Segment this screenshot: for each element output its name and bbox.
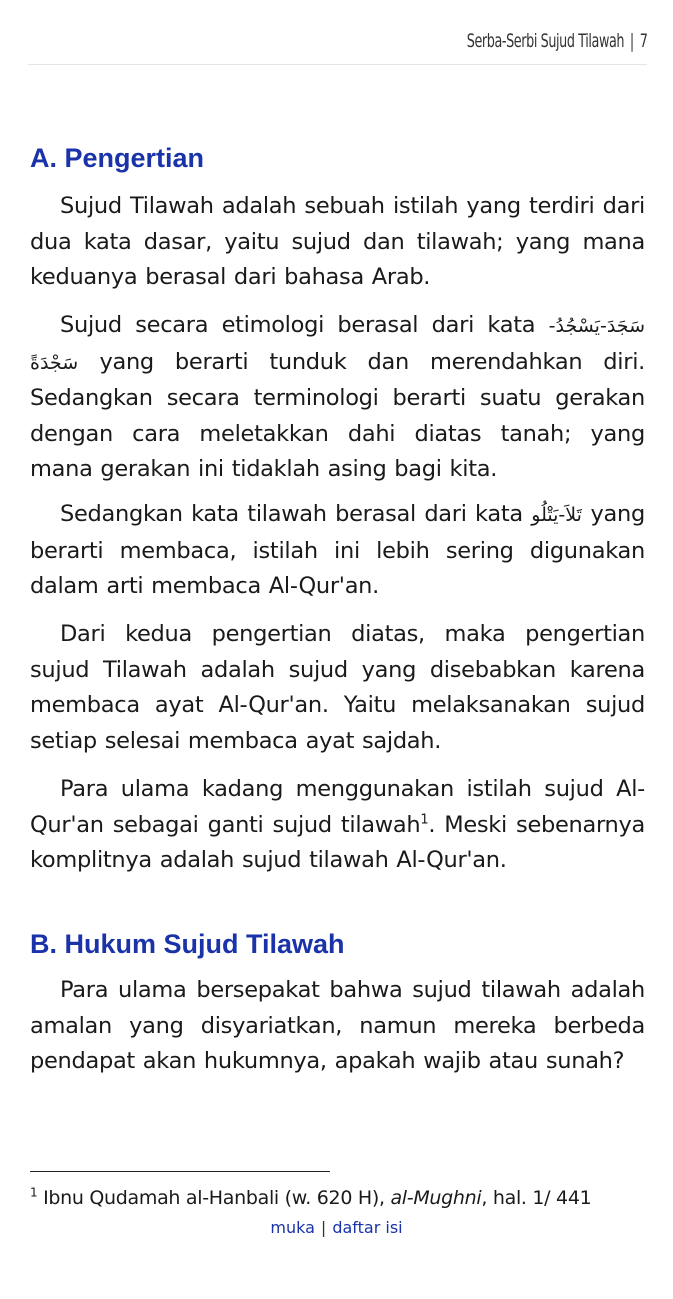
page-number: 7 bbox=[639, 30, 647, 52]
table-of-contents-link[interactable]: daftar isi bbox=[332, 1218, 403, 1237]
section-b-paragraph-1: Para ulama bersepakat bahwa sujud tilawah adalah amalan yang disyariatkan, namun mereka berbeda pendapat akan hukumnya, apakah wajib atau sunah? bbox=[30, 977, 645, 1075]
footnote-divider bbox=[30, 1171, 330, 1172]
arabic-term-tala: تَلاَ-يَتْلُو bbox=[531, 504, 582, 526]
section-a-paragraph-4: Dari kedua pengertian diatas, maka pengertian sujud Tilawah adalah sujud yang disebabkan karena membaca ayat Al-Qur'an. Yaitu melaksanakan sujud setiap selesai membaca ayat sajdah. bbox=[30, 621, 645, 754]
section-a-heading: A. Pengertian bbox=[30, 143, 205, 173]
paragraph-5-text-before: Para ulama kadang menggunakan istilah sujud Al-Qur'an sebagai ganti sujud tilawah bbox=[30, 776, 645, 838]
header-title: Serba-Serbi Sujud Tilawah bbox=[466, 30, 624, 52]
home-link[interactable]: muka bbox=[270, 1218, 315, 1237]
section-a-paragraph-2 bbox=[30, 308, 645, 488]
paragraph-2-text-before: Sujud secara etimologi berasal dari kata bbox=[60, 312, 549, 338]
footnote bbox=[30, 1185, 645, 1211]
section-a-paragraph-5 bbox=[30, 772, 645, 879]
paragraph-3-text-after: yang berarti membaca, istilah ini lebih sering digunakan dalam arti membaca Al-Qur'an. bbox=[30, 501, 645, 600]
arabic-term-sajada: سَجَدَ-يَسْجُدُ- سَجْدَةً bbox=[30, 315, 645, 374]
nav-separator: | bbox=[320, 1218, 327, 1237]
footnote-book-title: al-Mughni bbox=[390, 1187, 482, 1209]
section-b-heading: B. Hukum Sujud Tilawah bbox=[30, 929, 345, 959]
header-text bbox=[432, 30, 647, 52]
footnote-text-before: Ibnu Qudamah al-Hanbali (w. 620 H), bbox=[37, 1187, 391, 1209]
footnote-marker: 1 bbox=[30, 1185, 38, 1200]
running-header bbox=[28, 30, 647, 65]
footnote-text-after: , hal. 1/ 441 bbox=[481, 1187, 592, 1209]
paragraph-3-text-before: Sedangkan kata tilawah berasal dari kata bbox=[60, 501, 532, 527]
footnote-reference: 1 bbox=[420, 812, 429, 828]
page-navigation bbox=[0, 1216, 673, 1240]
paragraph-5-text-after: . Meski sebenarnya komplitnya adalah sujud tilawah Al-Qur'an. bbox=[30, 811, 645, 874]
paragraph-2-text-after: yang berarti tunduk dan merendahkan diri. Sedangkan secara terminologi berarti suatu gerakan dengan cara meletakkan dahi diatas tanah; yang mana gerakan ini tidaklah asing bagi kita. bbox=[30, 348, 645, 483]
section-a-paragraph-3 bbox=[30, 497, 645, 605]
section-a-paragraph-1: Sujud Tilawah adalah sebuah istilah yang terdiri dari dua kata dasar, yaitu sujud dan tilawah; yang mana keduanya berasal dari bahasa Arab. bbox=[30, 193, 645, 291]
header-separator: | bbox=[629, 30, 634, 52]
